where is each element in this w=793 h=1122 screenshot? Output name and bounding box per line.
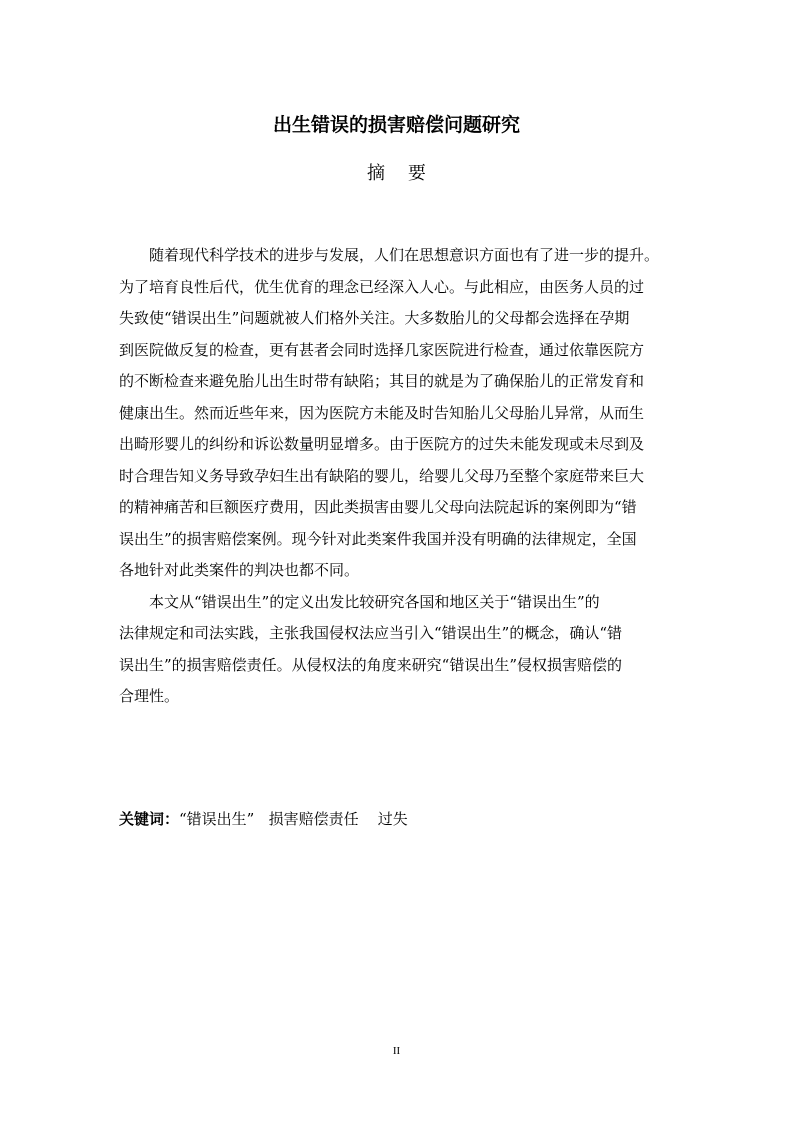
paragraph-line: 的不断检查来避免胎儿出生时带有缺陷；其目的就是为了确保胎儿的正常发育和	[119, 372, 645, 390]
keywords	[119, 808, 408, 829]
paragraph-line: 失致使“错误出生”问题就被人们格外关注。大多数胎儿的父母都会选择在孕期	[119, 309, 630, 327]
paragraph-line: 到医院做反复的检查，更有甚者会同时选择几家医院进行检查，通过依靠医院方	[119, 340, 645, 359]
keywords-items: “错误出生” 损害赔偿责任 过失	[179, 810, 408, 828]
paragraph-line: 出畸形婴儿的纠纷和诉讼数量明显增多。由于医院方的过失未能发现或未尽到及	[119, 435, 645, 453]
paragraph-line: 合理性。	[119, 687, 180, 705]
paragraph-line: 各地针对此类案件的判决也都不同。	[119, 561, 360, 579]
page-number: II	[392, 1045, 401, 1057]
paragraph-line: 误出生”的损害赔偿案例。现今针对此类案件我国并没有明确的法律规定，全国	[119, 529, 637, 548]
paragraph-line: 健康出生。然而近些年来，因为医院方未能及时告知胎儿父母胎儿异常，从而生	[119, 403, 645, 422]
keywords-label: 关键词：	[119, 810, 180, 828]
abstract-body	[119, 245, 699, 718]
paragraph-line: 随着现代科学技术的进步与发展，人们在思想意识方面也有了进一步的提升。	[149, 246, 660, 264]
paragraph-line: 误出生”的损害赔偿责任。从侵权法的角度来研究“错误出生”侵权损害赔偿的	[119, 655, 623, 674]
paragraph-line: 为了培育良性后代，优生优育的理念已经深入人心。与此相应，由医务人员的过	[119, 277, 645, 296]
document-title: 出生错误的损害赔偿问题研究	[272, 114, 520, 136]
paragraph-line: 时合理告知义务导致孕妇生出有缺陷的婴儿，给婴儿父母乃至整个家庭带来巨大	[119, 466, 645, 485]
paragraph-line: 本文从“错误出生”的定义出发比较研究各国和地区关于“错误出生”的	[149, 592, 600, 611]
paragraph-line: 法律规定和司法实践，主张我国侵权法应当引入“错误出生”的概念，确认“错	[119, 624, 623, 642]
abstract-heading: 摘 要	[367, 163, 426, 184]
paragraph-line: 的精神痛苦和巨额医疗费用，因此类损害由婴儿父母向法院起诉的案例即为“错	[119, 498, 637, 516]
